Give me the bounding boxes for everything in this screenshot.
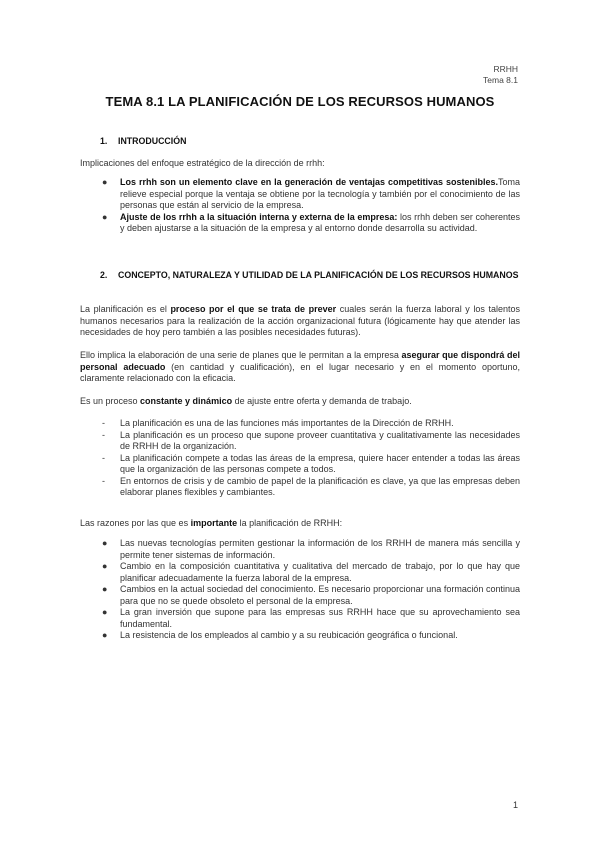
bullet-text: los rrhh deben ser coherentes y deben ajustarse a la situación de la empresa y al entorno donde desarrolla su actividad. — [120, 211, 520, 233]
list-item — [80, 561, 520, 584]
section-heading-concepto — [100, 270, 520, 281]
list-item — [80, 177, 520, 212]
bullet-marker: ● — [102, 211, 108, 222]
list-item — [80, 418, 520, 430]
paragraph-text: (en cantidad y cualificación), en el lugar necesario y en el momento oportuno, claramente relacionado con la eficacia. — [80, 361, 520, 383]
bullet-marker: ● — [102, 538, 108, 548]
intro-paragraph: Implicaciones del enfoque estratégico de la dirección de rrhh: — [80, 158, 325, 168]
bullet-marker: ● — [102, 561, 108, 571]
paragraph-reasons-intro — [80, 518, 520, 530]
reasons-bullet-list — [80, 538, 520, 642]
bullet-marker: ● — [102, 584, 108, 594]
list-item — [80, 476, 520, 499]
list-item-text: La planificación es un proceso que supone proveer cuantitativa y cualitativamente las necesidades de RRHH de la organización. — [120, 429, 520, 451]
intro-bullet-list — [80, 177, 520, 235]
bullet-text: Toma relieve especial porque la ventaja se obtiene por la tecnología y también por el conocimiento de las personas que están al servicio de la empresa. — [120, 177, 520, 210]
paragraph-text: cuales serán la fuerza laboral y los talentos humanos necesarios para la realización de la acción organizacional futura (lógicamente hay que atender las necesidades de hoy pero también a las posibles necesidades futuras). — [80, 304, 520, 337]
list-item-text: La planificación compete a todas las áreas de la empresa, quiere hacer entender a todas las áreas que la organización de las personas compete a todos. — [120, 452, 520, 474]
paragraph-bold-text: proceso por el que se trata de prever — [170, 304, 337, 314]
list-item — [80, 607, 520, 630]
paragraph-text: de ajuste entre oferta y demanda de trabajo. — [232, 396, 412, 406]
header-topic: Tema 8.1 — [483, 75, 518, 85]
section-heading-introduccion — [100, 136, 520, 147]
bullet-bold-text: Los rrhh son un elemento clave en la generación de ventajas competitivas sostenibles. — [120, 177, 498, 187]
section-heading-text: INTRODUCCIÓN — [118, 136, 187, 146]
paragraph-definition — [80, 304, 520, 339]
list-item-text: Las nuevas tecnologías permiten gestionar la información de los RRHH de manera más sencilla y permite tener sistemas de información. — [120, 538, 520, 560]
paragraph-text: Es un proceso — [80, 396, 141, 406]
list-item-text: En entornos de crisis y de cambio de papel de la planificación es clave, ya que las empresas deben elaborar planes flexibles y cambiantes. — [120, 475, 520, 497]
bullet-marker: ● — [102, 607, 108, 617]
paragraph-bold-text: importante — [190, 518, 238, 528]
list-item — [80, 430, 520, 453]
section-number: 1. — [100, 136, 108, 146]
bullet-marker: ● — [102, 177, 108, 187]
paragraph-text: Ello implica la elaboración de una serie de planes que le permitan a la empresa — [80, 350, 402, 360]
paragraph-text: Las razones por las que es — [80, 518, 191, 528]
paragraph-process — [80, 396, 520, 408]
list-item — [80, 212, 520, 235]
list-item — [80, 453, 520, 476]
section-heading-text: CONCEPTO, NATURALEZA Y UTILIDAD DE LA PLANIFICACIÓN DE LOS RECURSOS HUMANOS — [118, 270, 519, 280]
running-header — [483, 64, 518, 86]
list-item-text: La planificación es una de las funciones más importantes de la Dirección de RRHH. — [120, 418, 454, 428]
list-item-text: Cambio en la composición cuantitativa y cualitativa del mercado de trabajo, por lo que hay que planificar adecuadamente la fuerza laboral de la empresa. — [120, 561, 520, 583]
list-item — [80, 538, 520, 561]
list-item — [80, 630, 520, 642]
page-title: TEMA 8.1 LA PLANIFICACIÓN DE LOS RECURSOS HUMANOS — [105, 94, 495, 109]
paragraph-text: la planificación de RRHH: — [237, 518, 343, 528]
paragraph-implications — [80, 350, 520, 385]
bullet-marker: ● — [102, 630, 108, 640]
dash-marker: - — [102, 429, 105, 440]
bullet-bold-text: Ajuste de los rrhh a la situación interna y externa de la empresa: — [120, 211, 398, 222]
section-number: 2. — [100, 270, 108, 280]
page-number: 1 — [512, 800, 518, 810]
header-subject: RRHH — [493, 64, 518, 74]
dash-marker: - — [102, 418, 105, 428]
paragraph-bold-text: asegurar que dispondrá del personal adecuado — [80, 350, 520, 372]
dash-marker: - — [102, 452, 105, 463]
list-item-text: La resistencia de los empleados al cambio y a su reubicación geográfica o funcional. — [120, 630, 458, 640]
paragraph-bold-text: constante y dinámico — [140, 396, 233, 406]
paragraph-text: La planificación es el — [80, 304, 171, 314]
dash-list — [80, 418, 520, 499]
list-item — [80, 584, 520, 607]
list-item-text: Cambios en la actual sociedad del conocimiento. Es necesario proporcionar una formación continua para que no se quede obsoleto el personal de la empresa. — [120, 584, 520, 606]
list-item-text: La gran inversión que supone para las empresas sus RRHH hace que su aprovechamiento sea fundamental. — [120, 607, 520, 629]
dash-marker: - — [102, 475, 105, 486]
